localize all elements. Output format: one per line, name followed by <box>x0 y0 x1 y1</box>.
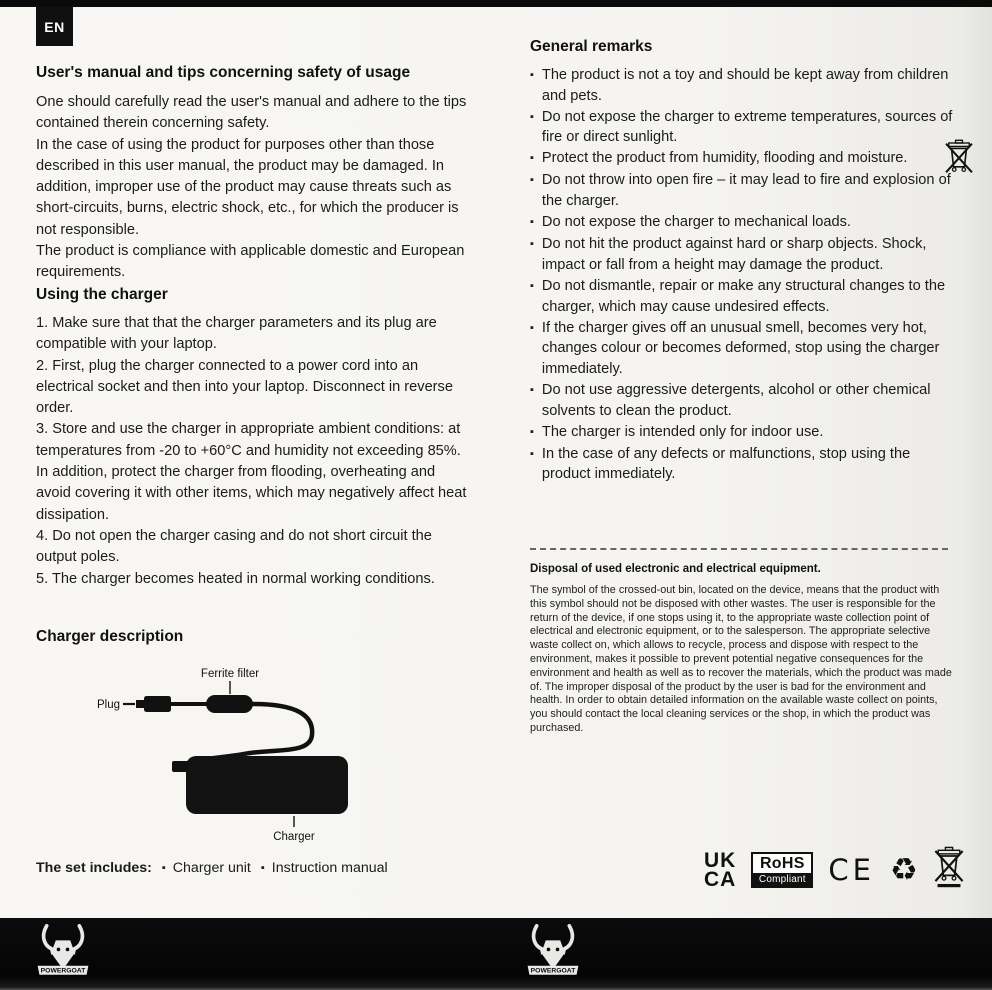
charger-diagram-svg <box>78 662 378 848</box>
brand-logo-text: POWERGOAT <box>530 967 576 975</box>
plug-body-shape <box>144 696 171 712</box>
dashed-divider <box>530 548 948 550</box>
bullet-icon <box>261 859 265 880</box>
section-heading-using: Using the charger <box>36 286 168 303</box>
set-includes-item: Instruction manual <box>271 860 388 876</box>
using-step: 5. The charger becomes heated in normal working conditions. <box>36 570 435 587</box>
remark-item: Do not dismantle, repair or make any structural changes to the charger, which may cause undesired effects. <box>541 277 946 315</box>
set-includes-row <box>36 859 472 880</box>
remark-item: Do not expose the charger to mechanical loads. <box>541 214 851 231</box>
crossed-bin-icon <box>944 138 974 183</box>
ukca-mark <box>704 851 736 889</box>
weee-bin-icon <box>933 846 965 894</box>
diagram-label-ferrite-filter: Ferrite filter <box>200 668 260 680</box>
bullet-icon <box>530 276 534 317</box>
bullet-icon <box>530 234 534 275</box>
charger-brick-shape <box>186 756 348 814</box>
using-step: 3. Store and use the charger in appropriate ambient conditions: at temperatures from -20 to +60°C and humidity not exceeding 85%. In addition, protect the charger from flooding, overheating and avoid covering it with other items, which may negatively affect heat dissipation. <box>36 421 467 523</box>
using-step: 4. Do not open the charger casing and do not short circuit the output poles. <box>36 527 432 566</box>
certification-marks <box>704 846 965 894</box>
remark-item: Protect the product from humidity, flooding and moisture. <box>541 150 908 167</box>
safety-paragraph: One should carefully read the user's manual and adhere to the tips contained therein concerning safety. <box>36 94 467 132</box>
charger-diagram <box>78 662 378 848</box>
remark-item: Do not hit the product against hard or sharp objects. Shock, impact or fall from a height may damage the product. <box>541 236 927 273</box>
remark-item: The product is not a toy and should be kept away from children and pets. <box>541 67 949 104</box>
using-step: 2. First, plug the charger connected to a power cord into an electrical socket and then into your laptop. Disconnect in reverse order. <box>36 357 453 417</box>
disposal-heading: Disposal of used electronic and electrical equipment. <box>530 563 821 575</box>
brand-logo <box>524 922 582 989</box>
remark-item: Do not throw into open fire – it may lead to fire and explosion of the charger. <box>541 172 951 210</box>
bullet-icon <box>530 148 534 170</box>
bullet-icon <box>530 380 534 421</box>
bullet-icon <box>530 170 534 211</box>
ukca-line2: CA <box>704 868 737 891</box>
section-heading-description: Charger description <box>36 628 184 645</box>
diagram-label-plug: Plug <box>96 699 120 711</box>
rohs-compliant-label: Compliant <box>753 873 811 886</box>
ce-mark: CE <box>828 853 875 887</box>
safety-paragraph: The product is compliance with applicable domestic and European requirements. <box>36 243 465 281</box>
safety-paragraph: In the case of using the product for purposes other than those described in this user manual, the product may be damaged. In addition, improper use of the product may cause threats such as short-circuits, burns, electric shock, etc., for which the producer is not responsible. <box>36 136 459 238</box>
general-remarks-list <box>530 65 960 485</box>
using-step: 1. Make sure that that the charger parameters and its plug are compatible with your laptop. <box>36 315 437 353</box>
bullet-icon <box>530 444 534 485</box>
remark-item: In the case of any defects or malfunctions, stop using the product immediately. <box>541 445 911 483</box>
remark-item: Do not expose the charger to extreme temperatures, sources of fire or direct sunlight. <box>541 108 953 146</box>
set-includes-label: The set includes: <box>36 860 152 876</box>
rohs-mark <box>751 852 813 888</box>
section-heading-safety: User's manual and tips concerning safety of usage <box>36 64 411 81</box>
top-black-bar <box>0 0 992 7</box>
section-heading-general-remarks: General remarks <box>530 38 653 55</box>
bullet-icon <box>530 65 534 106</box>
diagram-label-charger: Charger <box>273 831 315 843</box>
remark-item: Do not use aggressive detergents, alcohol or other chemical solvents to clean the product. <box>541 381 931 419</box>
recycle-icon: ♻ <box>889 852 918 888</box>
language-badge: EN <box>36 7 73 46</box>
footer-black-bar <box>0 918 992 990</box>
bullet-icon <box>530 107 534 148</box>
bullet-icon <box>530 318 534 380</box>
bullet-icon <box>530 422 534 444</box>
remark-item: The charger is intended only for indoor use. <box>541 423 824 440</box>
remark-item: If the charger gives off an unusual smell, becomes very hot, changes colour or becomes deformed, stop using the charger immediately. <box>541 319 940 377</box>
brand-logo <box>34 922 92 989</box>
bullet-icon <box>162 859 166 880</box>
plug-tip-shape <box>136 700 145 708</box>
set-includes-item: Charger unit <box>172 860 251 876</box>
ukca-line1: UK <box>704 849 737 872</box>
bullet-icon <box>530 212 534 234</box>
rohs-label: RoHS <box>759 855 805 872</box>
disposal-body: The symbol of the crossed-out bin, located on the device, means that the product with this symbol should not be disposed with other wastes. The user is responsible for the return of the device, if one stops using it, to the appropriate waste collection point of electrical and electronic equipment, or to the salesperson. The appropriate selective waste collect on, which allows to recycle, process and dispose with respect to the environment, makes it possible to prevent potential negative consequences for the environment and health as well as to recover the materials, which the product was made of. The improper disposal of the product by the user is bad for the environment and health. In order to obtain detailed information on the available waste collect on points, you should contact the local cleaning services or the shop, in which the product was purchased. <box>530 584 952 734</box>
ferrite-filter-shape <box>206 695 253 713</box>
brand-logo-text: POWERGOAT <box>40 967 86 975</box>
